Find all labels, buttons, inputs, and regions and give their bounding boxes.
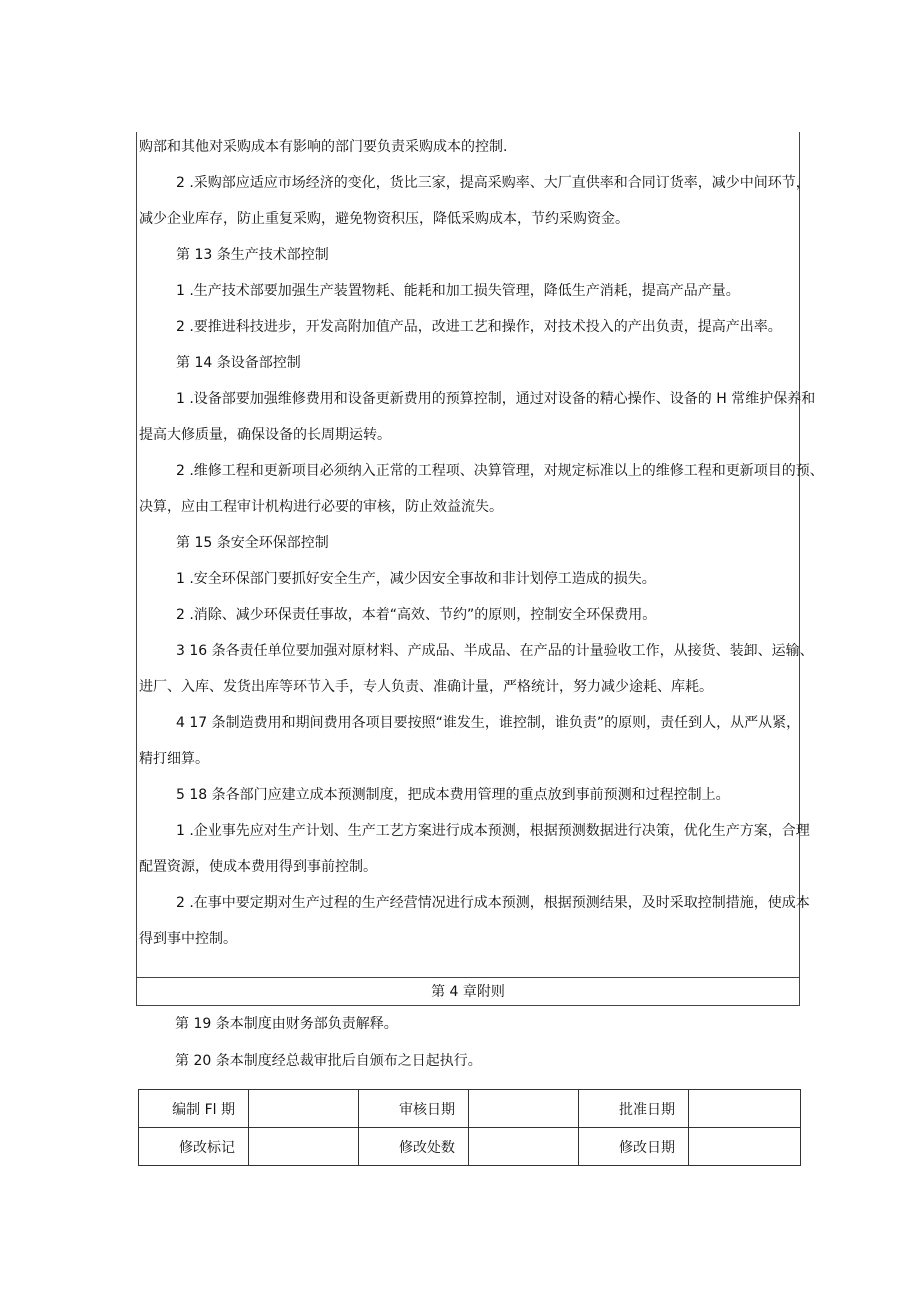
paragraph: 2 .要推进科技进步，开发高附加值产品，改进工艺和操作，对技术投入的产出负责，提高产出率。 <box>176 319 782 335</box>
paragraph: 2 .消除、减少环保责任事故，本着“高效、节约”的原则，控制安全环保费用。 <box>176 607 657 623</box>
chapter-divider <box>137 977 799 978</box>
paragraph: 1 .安全环保部门要抓好安全生产，减少因安全事故和非计划停工造成的损失。 <box>176 571 656 587</box>
review-date-label: 审核日期 <box>359 1090 469 1128</box>
text-line: 配置资源，使成本费用得到事前控制。 <box>139 859 377 875</box>
text-line: 减少企业库存，防止重复采购，避免物资积压，降低采购成本，节约采购资金。 <box>139 211 629 227</box>
signoff-row <box>139 1090 801 1128</box>
paragraph: 2 .维修工程和更新项目必须纳入正常的工程项、决算管理，对规定标准以上的维修工程和更新项目的预、 <box>176 463 824 479</box>
article-line: 第 19 条本制度由财务部负责解释。 <box>175 1016 398 1032</box>
content-frame <box>136 132 824 1006</box>
revision-count-value <box>469 1128 579 1166</box>
signoff-table <box>138 1089 801 1166</box>
approve-date-label: 批准日期 <box>579 1090 689 1128</box>
paragraph: 1 .设备部要加强维修费用和设备更新费用的预算控制，通过对设备的精心操作、设备的 H 常维护保养和 <box>176 391 816 407</box>
compile-date-value <box>249 1090 359 1128</box>
text-line: 精打细算。 <box>139 751 209 767</box>
chapter-title: 第 4 章附则 <box>431 984 505 1000</box>
article-line: 第 20 条本制度经总裁审批后自颁布之日起执行。 <box>175 1053 482 1069</box>
paragraph: 2 .采购部应适应市场经济的变化，货比三家，提高采购率、大厂直供率和合同订货率，减少中间环节， <box>176 175 810 191</box>
article-heading: 第 15 条安全环保部控制 <box>176 535 329 551</box>
article-heading: 第 14 条设备部控制 <box>176 355 301 371</box>
signoff-row <box>139 1128 801 1166</box>
paragraph: 1 .企业事先应对生产计划、生产工艺方案进行成本预测，根据预测数据进行决策，优化生产方案，合理 <box>176 823 810 839</box>
paragraph: 1 .生产技术部要加强生产装置物耗、能耗和加工损失管理，降低生产消耗，提高产品产量。 <box>176 283 740 299</box>
approve-date-value <box>689 1090 801 1128</box>
paragraph: 4 17 条制造费用和期间费用各项目要按照“谁发生，谁控制，谁负责”的原则，责任到人，从严从紧， <box>176 715 801 731</box>
revision-mark-label: 修改标记 <box>139 1128 249 1166</box>
paragraph: 3 16 条各责任单位要加强对原材料、产成品、半成品、在产品的计量验收工作，从接货、装卸、运输、 <box>176 643 814 659</box>
text-line: 提高大修质量，确保设备的长周期运转。 <box>139 427 391 443</box>
paragraph: 2 .在事中要定期对生产过程的生产经营情况进行成本预测，根据预测结果，及时采取控制措施，使成本 <box>176 895 810 911</box>
revision-mark-value <box>249 1128 359 1166</box>
text-line: 得到事中控制。 <box>139 931 237 947</box>
revision-count-label: 修改处数 <box>359 1128 469 1166</box>
text-line: 进厂、入库、发货出库等环节入手，专人负责、准确计量，严格统计，努力减少途耗、库耗。 <box>139 679 713 695</box>
revision-date-value <box>689 1128 801 1166</box>
text-line: 决算，应由工程审计机构进行必要的审核，防止效益流失。 <box>139 499 503 515</box>
review-date-value <box>469 1090 579 1128</box>
paragraph: 5 18 条各部门应建立成本预测制度，把成本费用管理的重点放到事前预测和过程控制上。 <box>176 787 730 803</box>
revision-date-label: 修改日期 <box>579 1128 689 1166</box>
article-heading: 第 13 条生产技术部控制 <box>176 247 329 263</box>
compile-date-label: 编制 Fl 期 <box>139 1090 249 1128</box>
text-line: 购部和其他对采购成本有影响的部门要负责采购成本的控制. <box>139 139 508 155</box>
